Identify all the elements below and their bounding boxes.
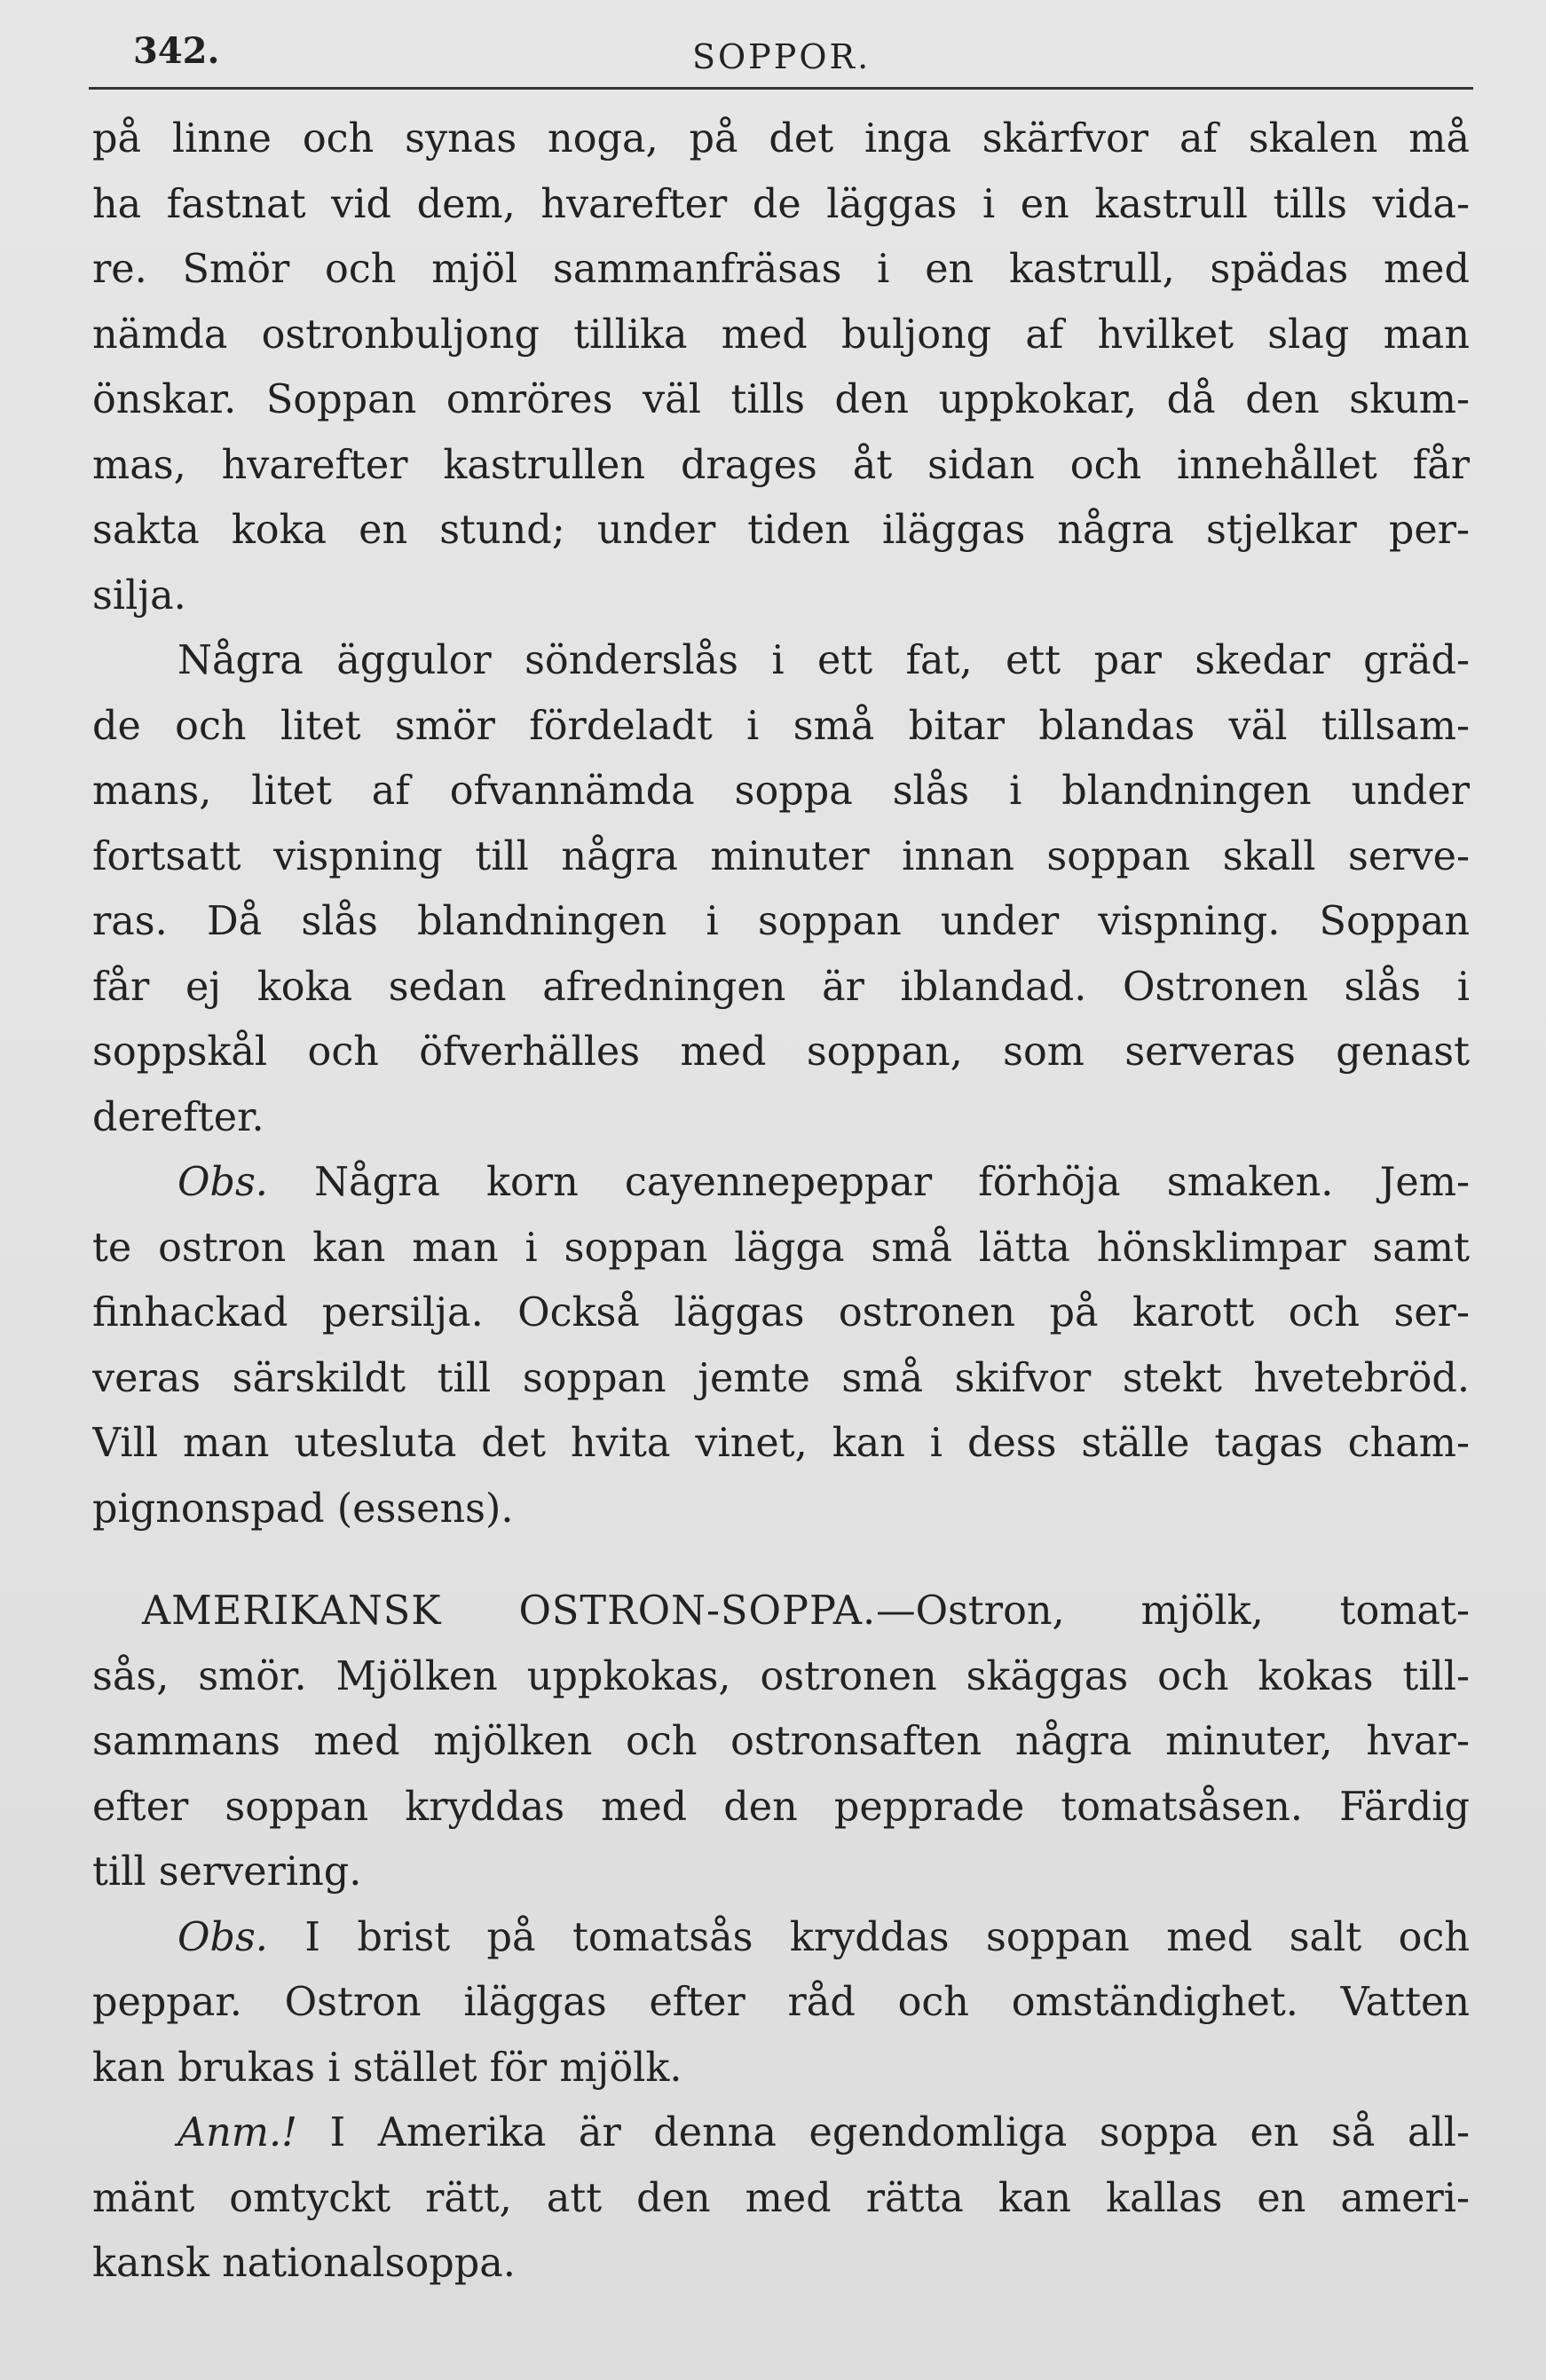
text-line: de och litet smör fördeladt i små bitar blandas väl tillsam-: [92, 703, 1470, 749]
text-line: pignonspad (essens).: [92, 1486, 514, 1532]
text-line: sås, smör. Mjölken uppkokas, ostronen skäggas och kokas till-: [92, 1653, 1470, 1699]
line-text: I brist på tomatsås kryddas soppan med salt och: [267, 1914, 1470, 1960]
running-head: SOPPOR.: [692, 37, 872, 76]
text-line: kan brukas i stället för mjölk.: [92, 2045, 682, 2091]
text-line: på linne och synas noga, på det inga skärfvor af skalen må: [92, 116, 1470, 162]
paragraph-2: [92, 628, 1470, 1150]
text-line: efter soppan kryddas med den pepprade tomatsåsen. Färdig: [92, 1784, 1470, 1830]
text-line: mänt omtyckt rätt, att den med rätta kan kallas en ameri-: [92, 2175, 1470, 2221]
text-line: Vill man utesluta det hvita vinet, kan i dess ställe tagas cham-: [92, 1421, 1470, 1466]
text-line: re. Smör och mjöl sammanfräsas i en kastrull, spädas med: [92, 247, 1470, 292]
text-line: [92, 2100, 1470, 2166]
section-gap: [92, 1541, 1470, 1579]
text-line: derefter.: [92, 1094, 264, 1140]
text-line: [92, 1905, 1470, 1971]
text-line: peppar. Ostron iläggas efter råd och omständighet. Vatten: [92, 1980, 1470, 2025]
text-line: silja.: [92, 572, 186, 619]
paragraph-recipe: [92, 1579, 1470, 1905]
text-line: Några äggulor sönderslås i ett fat, ett par skedar gräd-: [177, 638, 1470, 683]
text-line: får ej koka sedan afredningen är iblandad. Ostronen slås i: [92, 964, 1470, 1010]
page-header: [89, 25, 1473, 90]
paragraph-obs-1: [92, 1150, 1470, 1541]
text-line: önskar. Soppan omröres väl tills den uppkokar, då den skum-: [92, 377, 1470, 422]
text-line: te ostron kan man i soppan lägga små lätta hönsklimpar samt: [92, 1225, 1470, 1271]
line-text: Några korn cayennepeppar förhöja smaken. Jem-: [267, 1160, 1470, 1205]
text-line: [92, 1150, 1470, 1216]
anm-label: Anm.!: [177, 2110, 298, 2155]
text-line: fortsatt vispning till några minuter innan soppan skall serve-: [92, 833, 1470, 879]
text-line: mans, litet af ofvannämda soppa slås i blandningen under: [92, 768, 1470, 814]
text-line: veras särskildt till soppan jemte små skifvor stekt hvetebröd.: [92, 1355, 1470, 1401]
text-line: mas, hvarefter kastrullen drages åt sidan och innehållet får: [92, 442, 1470, 488]
text-line: soppskål och öfverhälles med soppan, som serveras genast: [92, 1029, 1470, 1075]
text-line: sammans med mjölken och ostronsaften några minuter, hvar-: [92, 1719, 1470, 1764]
line-text: I Amerika är denna egendomliga soppa en så all-: [297, 2110, 1470, 2155]
text-line: sakta koka en stund; under tiden iläggas några stjelkar per-: [92, 508, 1470, 553]
obs-label: Obs.: [177, 1914, 268, 1960]
paragraph-anm: [92, 2100, 1470, 2297]
text-line: ras. Då slås blandningen i soppan under vispning. Soppan: [92, 899, 1470, 944]
paragraph-obs-2: [92, 1905, 1470, 2101]
text-line: till servering.: [92, 1849, 362, 1895]
line-text: —Ostron, mjölk, tomat-: [876, 1588, 1470, 1634]
page-number: 342.: [133, 30, 220, 72]
body-text: [92, 106, 1470, 2297]
text-line: kansk nationalsoppa.: [92, 2241, 516, 2286]
obs-label: Obs.: [177, 1160, 268, 1205]
text-line: [92, 1579, 1470, 1644]
text-line: ha fastnat vid dem, hvarefter de läggas i en kastrull tills vida-: [92, 181, 1470, 227]
paragraph-1: [92, 106, 1470, 628]
text-line: finhackad persilja. Också läggas ostronen på karott och ser-: [92, 1290, 1470, 1336]
recipe-title: AMERIKANSK OSTRON-SOPPA.: [142, 1588, 877, 1634]
text-line: nämda ostronbuljong tillika med buljong af hvilket slag man: [92, 311, 1470, 358]
